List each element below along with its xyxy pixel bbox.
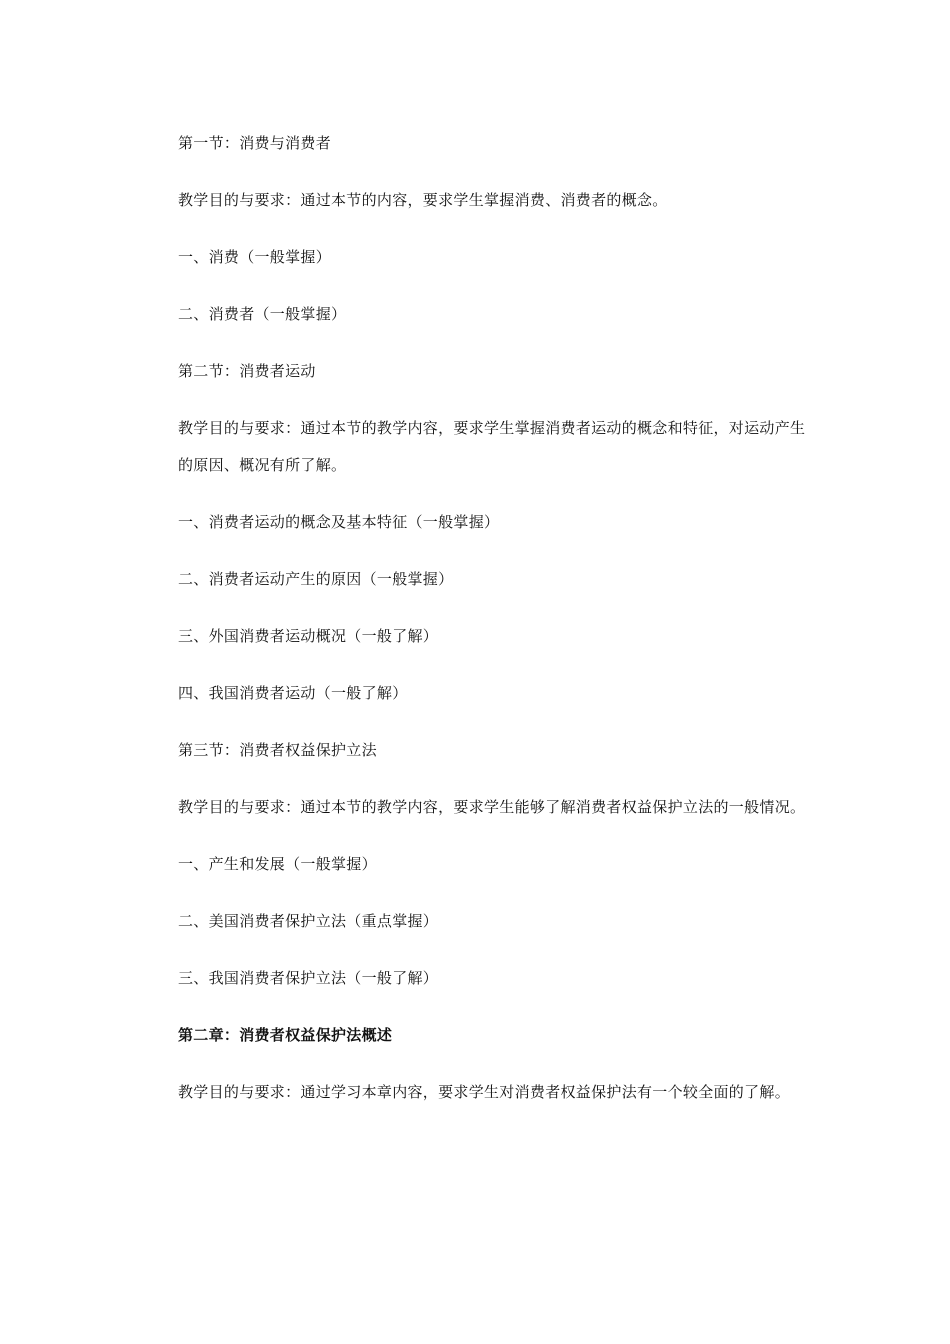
outline-item: 四、我国消费者运动（一般了解）: [178, 684, 408, 702]
outline-item: 一、产生和发展（一般掌握）: [178, 855, 377, 873]
teaching-objective: 教学目的与要求：通过本节的内容，要求学生掌握消费、消费者的概念。: [178, 191, 668, 209]
outline-item: 一、消费者运动的概念及基本特征（一般掌握）: [178, 513, 500, 531]
document-page: [178, 125, 818, 1131]
teaching-objective: 教学目的与要求：通过本节的教学内容，要求学生掌握消费者运动的概念和特征，对运动产生的原因、概况有所了解。: [178, 419, 806, 474]
outline-item: 三、我国消费者保护立法（一般了解）: [178, 969, 439, 987]
section-heading: 第二节：消费者运动: [178, 362, 316, 380]
outline-item: 三、外国消费者运动概况（一般了解）: [178, 627, 439, 645]
teaching-objective: 教学目的与要求：通过学习本章内容，要求学生对消费者权益保护法有一个较全面的了解。: [178, 1083, 791, 1101]
section-heading: 第三节：消费者权益保护立法: [178, 741, 377, 759]
teaching-objective: 教学目的与要求：通过本节的教学内容，要求学生能够了解消费者权益保护立法的一般情况。: [178, 798, 806, 816]
outline-item: 二、消费者运动产生的原因（一般掌握）: [178, 570, 454, 588]
outline-item: 二、消费者（一般掌握）: [178, 305, 347, 323]
outline-item: 二、美国消费者保护立法（重点掌握）: [178, 912, 439, 930]
outline-item: 一、消费（一般掌握）: [178, 248, 332, 266]
chapter-heading: 第二章：消费者权益保护法概述: [178, 1026, 393, 1044]
section-heading: 第一节：消费与消费者: [178, 134, 332, 152]
